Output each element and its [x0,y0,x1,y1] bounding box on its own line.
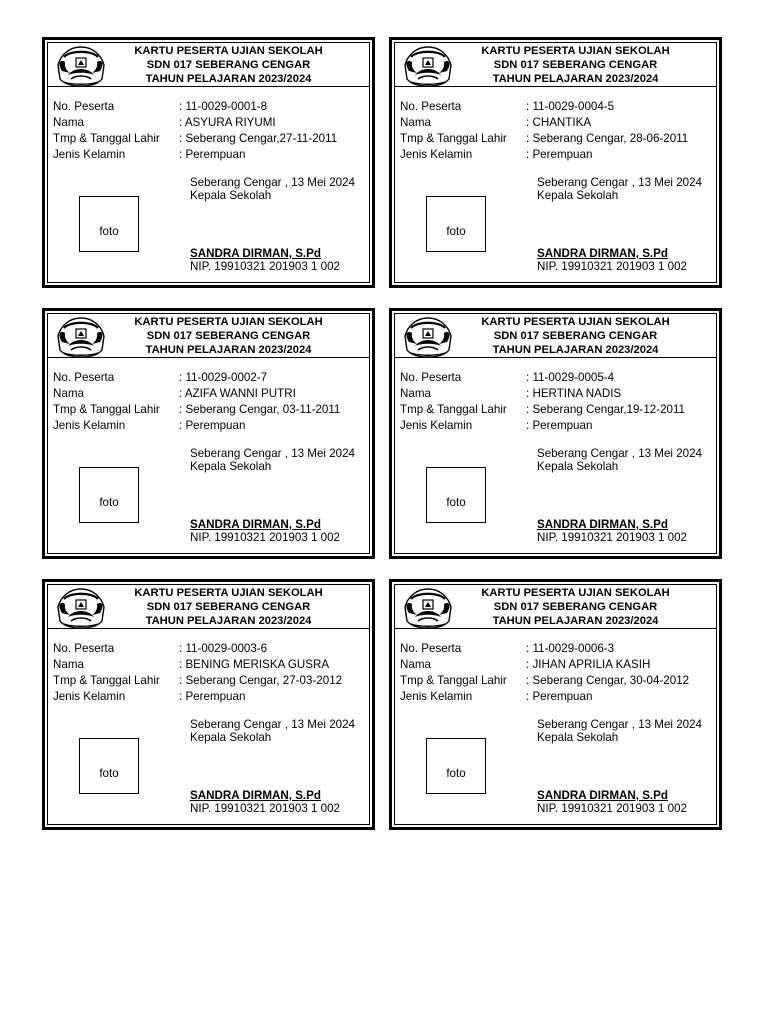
value-no-peserta: : 11-0029-0005-4 [526,370,614,386]
principal-name: SANDRA DIRMAN, S.Pd [190,518,321,531]
value-ttl: : Seberang Cengar, 28-06-2011 [526,131,688,147]
photo-label: foto [99,224,119,238]
card-titles [88,315,369,357]
photo-label: foto [446,766,466,780]
field-row-ttl [400,131,720,147]
principal-nip: NIP. 19910321 201903 1 002 [190,802,340,815]
value-no-peserta: : 11-0029-0001-8 [179,99,267,115]
label-ttl: Tmp & Tanggal Lahir [400,403,507,416]
principal-name: SANDRA DIRMAN, S.Pd [537,247,668,260]
label-ttl: Tmp & Tanggal Lahir [53,132,160,145]
field-row-jenis-kelamin [400,689,720,705]
signature-block [537,447,702,473]
signature-block [190,176,355,202]
label-nama: Nama [400,658,431,671]
value-ttl: : Seberang Cengar, 27-03-2012 [179,673,342,689]
field-row-no-peserta [400,99,720,115]
principal-nip: NIP. 19910321 201903 1 002 [190,260,340,273]
field-row-ttl [400,673,720,689]
card-titles [435,586,716,628]
place-date: Seberang Cengar , 13 Mei 2024 [537,176,703,189]
signature-block [537,176,702,202]
signer [537,247,687,273]
field-row-no-peserta [53,370,373,386]
label-no-peserta: No. Peserta [400,371,462,384]
card-header [48,585,369,629]
value-jenis-kelamin: : Perempuan [179,689,245,705]
card-titles [435,44,716,86]
place-date: Seberang Cengar , 13 Mei 2024 [537,718,703,731]
card-header [395,585,716,629]
signer [537,518,687,544]
exam-card-3 [42,308,375,559]
label-jenis-kelamin: Jenis Kelamin [53,148,126,161]
academic-year: TAHUN PELAJARAN 2023/2024 [145,615,312,627]
value-jenis-kelamin: : Perempuan [526,418,592,434]
value-no-peserta: : 11-0029-0004-5 [526,99,614,115]
signer-position: Kepala Sekolah [190,460,272,473]
photo-placeholder [426,738,486,794]
card-title: KARTU PESERTA UJIAN SEKOLAH [134,316,323,328]
label-ttl: Tmp & Tanggal Lahir [400,674,507,687]
field-row-ttl [53,673,373,689]
label-jenis-kelamin: Jenis Kelamin [53,690,126,703]
photo-placeholder [79,738,139,794]
value-ttl: : Seberang Cengar, 30-04-2012 [526,673,689,689]
exam-card-5 [42,579,375,830]
school-name: SDN 017 SEBERANG CENGAR [146,601,311,613]
card-header [48,314,369,358]
value-nama: : JIHAN APRILIA KASIH [526,657,650,673]
label-jenis-kelamin: Jenis Kelamin [400,148,473,161]
label-jenis-kelamin: Jenis Kelamin [400,419,473,432]
card-titles [88,586,369,628]
principal-nip: NIP. 19910321 201903 1 002 [537,802,687,815]
school-name: SDN 017 SEBERANG CENGAR [493,601,658,613]
value-ttl: : Seberang Cengar,27-11-2011 [179,131,337,147]
principal-nip: NIP. 19910321 201903 1 002 [190,531,340,544]
field-row-nama [53,386,373,402]
place-date: Seberang Cengar , 13 Mei 2024 [190,447,356,460]
label-no-peserta: No. Peserta [53,642,115,655]
label-nama: Nama [53,116,84,129]
place-date: Seberang Cengar , 13 Mei 2024 [190,718,356,731]
label-no-peserta: No. Peserta [53,371,115,384]
photo-placeholder [426,467,486,523]
field-row-ttl [53,131,373,147]
value-no-peserta: : 11-0029-0006-3 [526,641,614,657]
value-jenis-kelamin: : Perempuan [179,147,245,163]
card-header [395,314,716,358]
value-ttl: : Seberang Cengar,19-12-2011 [526,402,685,418]
signer-position: Kepala Sekolah [190,189,272,202]
school-name: SDN 017 SEBERANG CENGAR [493,330,658,342]
value-jenis-kelamin: : Perempuan [526,689,592,705]
card-title: KARTU PESERTA UJIAN SEKOLAH [134,45,323,57]
label-jenis-kelamin: Jenis Kelamin [53,419,126,432]
label-no-peserta: No. Peserta [53,100,115,113]
card-title: KARTU PESERTA UJIAN SEKOLAH [481,45,670,57]
exam-card-2 [389,37,722,288]
card-title: KARTU PESERTA UJIAN SEKOLAH [134,587,323,599]
field-row-ttl [53,402,373,418]
value-nama: : HERTINA NADIS [526,386,621,402]
field-row-nama [400,386,720,402]
participant-fields [53,370,373,434]
label-no-peserta: No. Peserta [400,642,462,655]
principal-name: SANDRA DIRMAN, S.Pd [190,247,321,260]
field-row-jenis-kelamin [400,147,720,163]
signer [190,518,340,544]
photo-label: foto [99,766,119,780]
value-ttl: : Seberang Cengar, 03-11-2011 [179,402,340,418]
school-name: SDN 017 SEBERANG CENGAR [493,59,658,71]
field-row-no-peserta [400,370,720,386]
photo-label: foto [446,224,466,238]
signer-position: Kepala Sekolah [190,731,272,744]
card-header [395,43,716,87]
signer [190,247,340,273]
value-jenis-kelamin: : Perempuan [179,418,245,434]
signature-block [537,718,702,744]
card-title: KARTU PESERTA UJIAN SEKOLAH [481,316,670,328]
field-row-no-peserta [53,641,373,657]
participant-fields [53,99,373,163]
academic-year: TAHUN PELAJARAN 2023/2024 [145,344,312,356]
exam-card-1 [42,37,375,288]
value-nama: : AZIFA WANNI PUTRI [179,386,296,402]
value-nama: : BENING MERISKA GUSRA [179,657,329,673]
principal-name: SANDRA DIRMAN, S.Pd [537,789,668,802]
signer [537,789,687,815]
value-jenis-kelamin: : Perempuan [526,147,592,163]
value-no-peserta: : 11-0029-0002-7 [179,370,267,386]
field-row-nama [400,115,720,131]
label-ttl: Tmp & Tanggal Lahir [53,403,160,416]
participant-fields [53,641,373,705]
photo-placeholder [426,196,486,252]
place-date: Seberang Cengar , 13 Mei 2024 [537,447,703,460]
field-row-no-peserta [400,641,720,657]
participant-fields [400,370,720,434]
signer-position: Kepala Sekolah [537,189,619,202]
principal-name: SANDRA DIRMAN, S.Pd [537,518,668,531]
school-name: SDN 017 SEBERANG CENGAR [146,330,311,342]
photo-label: foto [99,495,119,509]
label-ttl: Tmp & Tanggal Lahir [400,132,507,145]
field-row-nama [53,115,373,131]
label-ttl: Tmp & Tanggal Lahir [53,674,160,687]
academic-year: TAHUN PELAJARAN 2023/2024 [145,73,312,85]
photo-placeholder [79,196,139,252]
field-row-ttl [400,402,720,418]
field-row-jenis-kelamin [400,418,720,434]
signature-block [190,447,355,473]
participant-fields [400,99,720,163]
field-row-nama [400,657,720,673]
exam-card-4 [389,308,722,559]
field-row-jenis-kelamin [53,147,373,163]
principal-nip: NIP. 19910321 201903 1 002 [537,531,687,544]
photo-label: foto [446,495,466,509]
value-no-peserta: : 11-0029-0003-6 [179,641,267,657]
signer [190,789,340,815]
school-name: SDN 017 SEBERANG CENGAR [146,59,311,71]
card-title: KARTU PESERTA UJIAN SEKOLAH [481,587,670,599]
academic-year: TAHUN PELAJARAN 2023/2024 [492,344,659,356]
academic-year: TAHUN PELAJARAN 2023/2024 [492,73,659,85]
label-nama: Nama [53,658,84,671]
participant-fields [400,641,720,705]
signer-position: Kepala Sekolah [537,731,619,744]
label-no-peserta: No. Peserta [400,100,462,113]
place-date: Seberang Cengar , 13 Mei 2024 [190,176,356,189]
field-row-jenis-kelamin [53,418,373,434]
signature-block [190,718,355,744]
value-nama: : CHANTIKA [526,115,591,131]
label-nama: Nama [400,116,431,129]
exam-card-6 [389,579,722,830]
photo-placeholder [79,467,139,523]
field-row-jenis-kelamin [53,689,373,705]
card-titles [88,44,369,86]
label-nama: Nama [53,387,84,400]
principal-nip: NIP. 19910321 201903 1 002 [537,260,687,273]
card-titles [435,315,716,357]
field-row-nama [53,657,373,673]
label-jenis-kelamin: Jenis Kelamin [400,690,473,703]
label-nama: Nama [400,387,431,400]
field-row-no-peserta [53,99,373,115]
principal-name: SANDRA DIRMAN, S.Pd [190,789,321,802]
card-header [48,43,369,87]
academic-year: TAHUN PELAJARAN 2023/2024 [492,615,659,627]
value-nama: : ASYURA RIYUMI [179,115,276,131]
signer-position: Kepala Sekolah [537,460,619,473]
